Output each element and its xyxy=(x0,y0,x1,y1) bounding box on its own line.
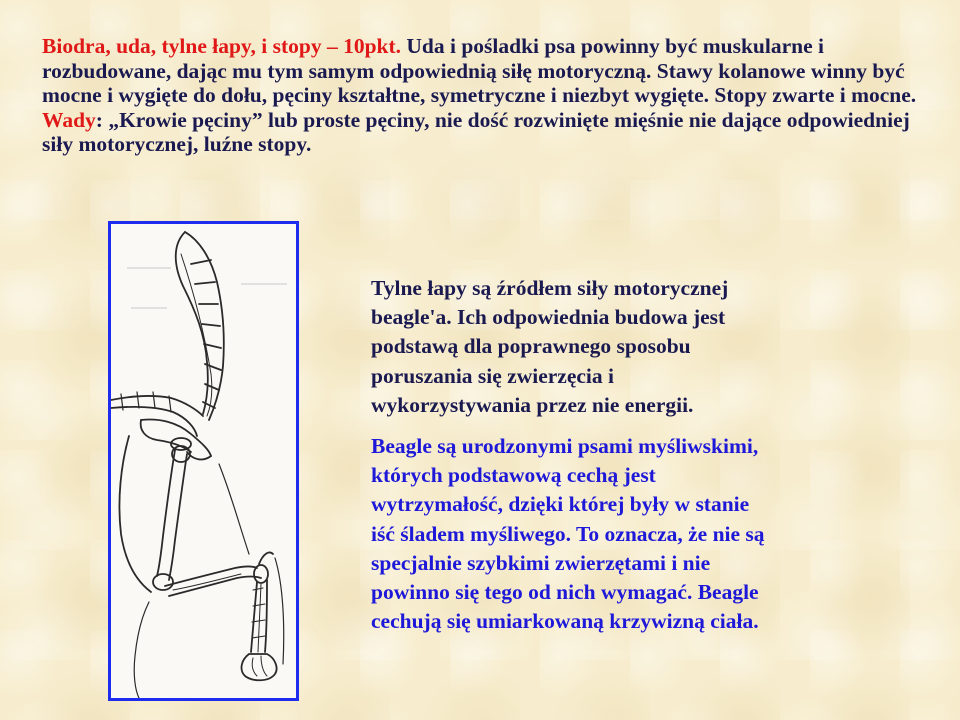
hind-leg-skeleton-illustration xyxy=(108,221,299,701)
text-line: których podstawową cechą jest xyxy=(371,463,656,488)
text-line: Tylne łapy są źródłem siły motorycznej xyxy=(371,276,729,300)
faults-label: Wady xyxy=(42,107,96,132)
beagle-endurance-description xyxy=(371,432,891,636)
intro-body: Uda i pośladki psa powinny być muskularne i rozbudowane, dając mu tym samym odpowiednią siłę motoryczną. Stawy kolanowe winny być mocne i wygięte do dołu, pęciny kształtne, symetryczne i niezbyt wygięte. Stopy zwarte i mocne. xyxy=(42,34,917,107)
text-line: wykorzystywania przez nie energii. xyxy=(371,392,694,417)
hind-leg-skeleton-drawing xyxy=(111,224,296,698)
text-line: powinno się tego od nich wymagać. Beagle xyxy=(371,580,759,605)
section-heading: Biodra, uda, tylne łapy, i stopy – 10pkt. xyxy=(42,34,402,58)
text-line: Beagle są urodzonymi psami myśliwskimi, xyxy=(371,434,759,458)
intro-paragraph xyxy=(42,34,932,108)
text-line: specjalnie szybkimi zwierzętami i nie xyxy=(371,550,711,575)
text-line: podstawą dla poprawnego sposobu xyxy=(371,334,691,359)
faults-text: : „Krowie pęciny” lub proste pęciny, nie dość rozwinięte mięśnie nie dające odpowiedniej siły motorycznej, luźne stopy. xyxy=(42,107,910,156)
faults-paragraph xyxy=(42,108,932,157)
intro-block xyxy=(42,34,932,157)
text-line: poruszania się zwierzęcia i xyxy=(371,363,615,388)
hind-legs-description xyxy=(371,274,871,420)
text-line: beagle'a. Ich odpowiednia budowa jest xyxy=(371,305,726,330)
text-line: iść śladem myśliwego. To oznacza, że nie są xyxy=(371,521,765,546)
text-line: wytrzymałość, dzięki której były w stanie xyxy=(371,492,750,517)
text-line: cechują się umiarkowaną krzywizną ciała. xyxy=(371,609,759,634)
